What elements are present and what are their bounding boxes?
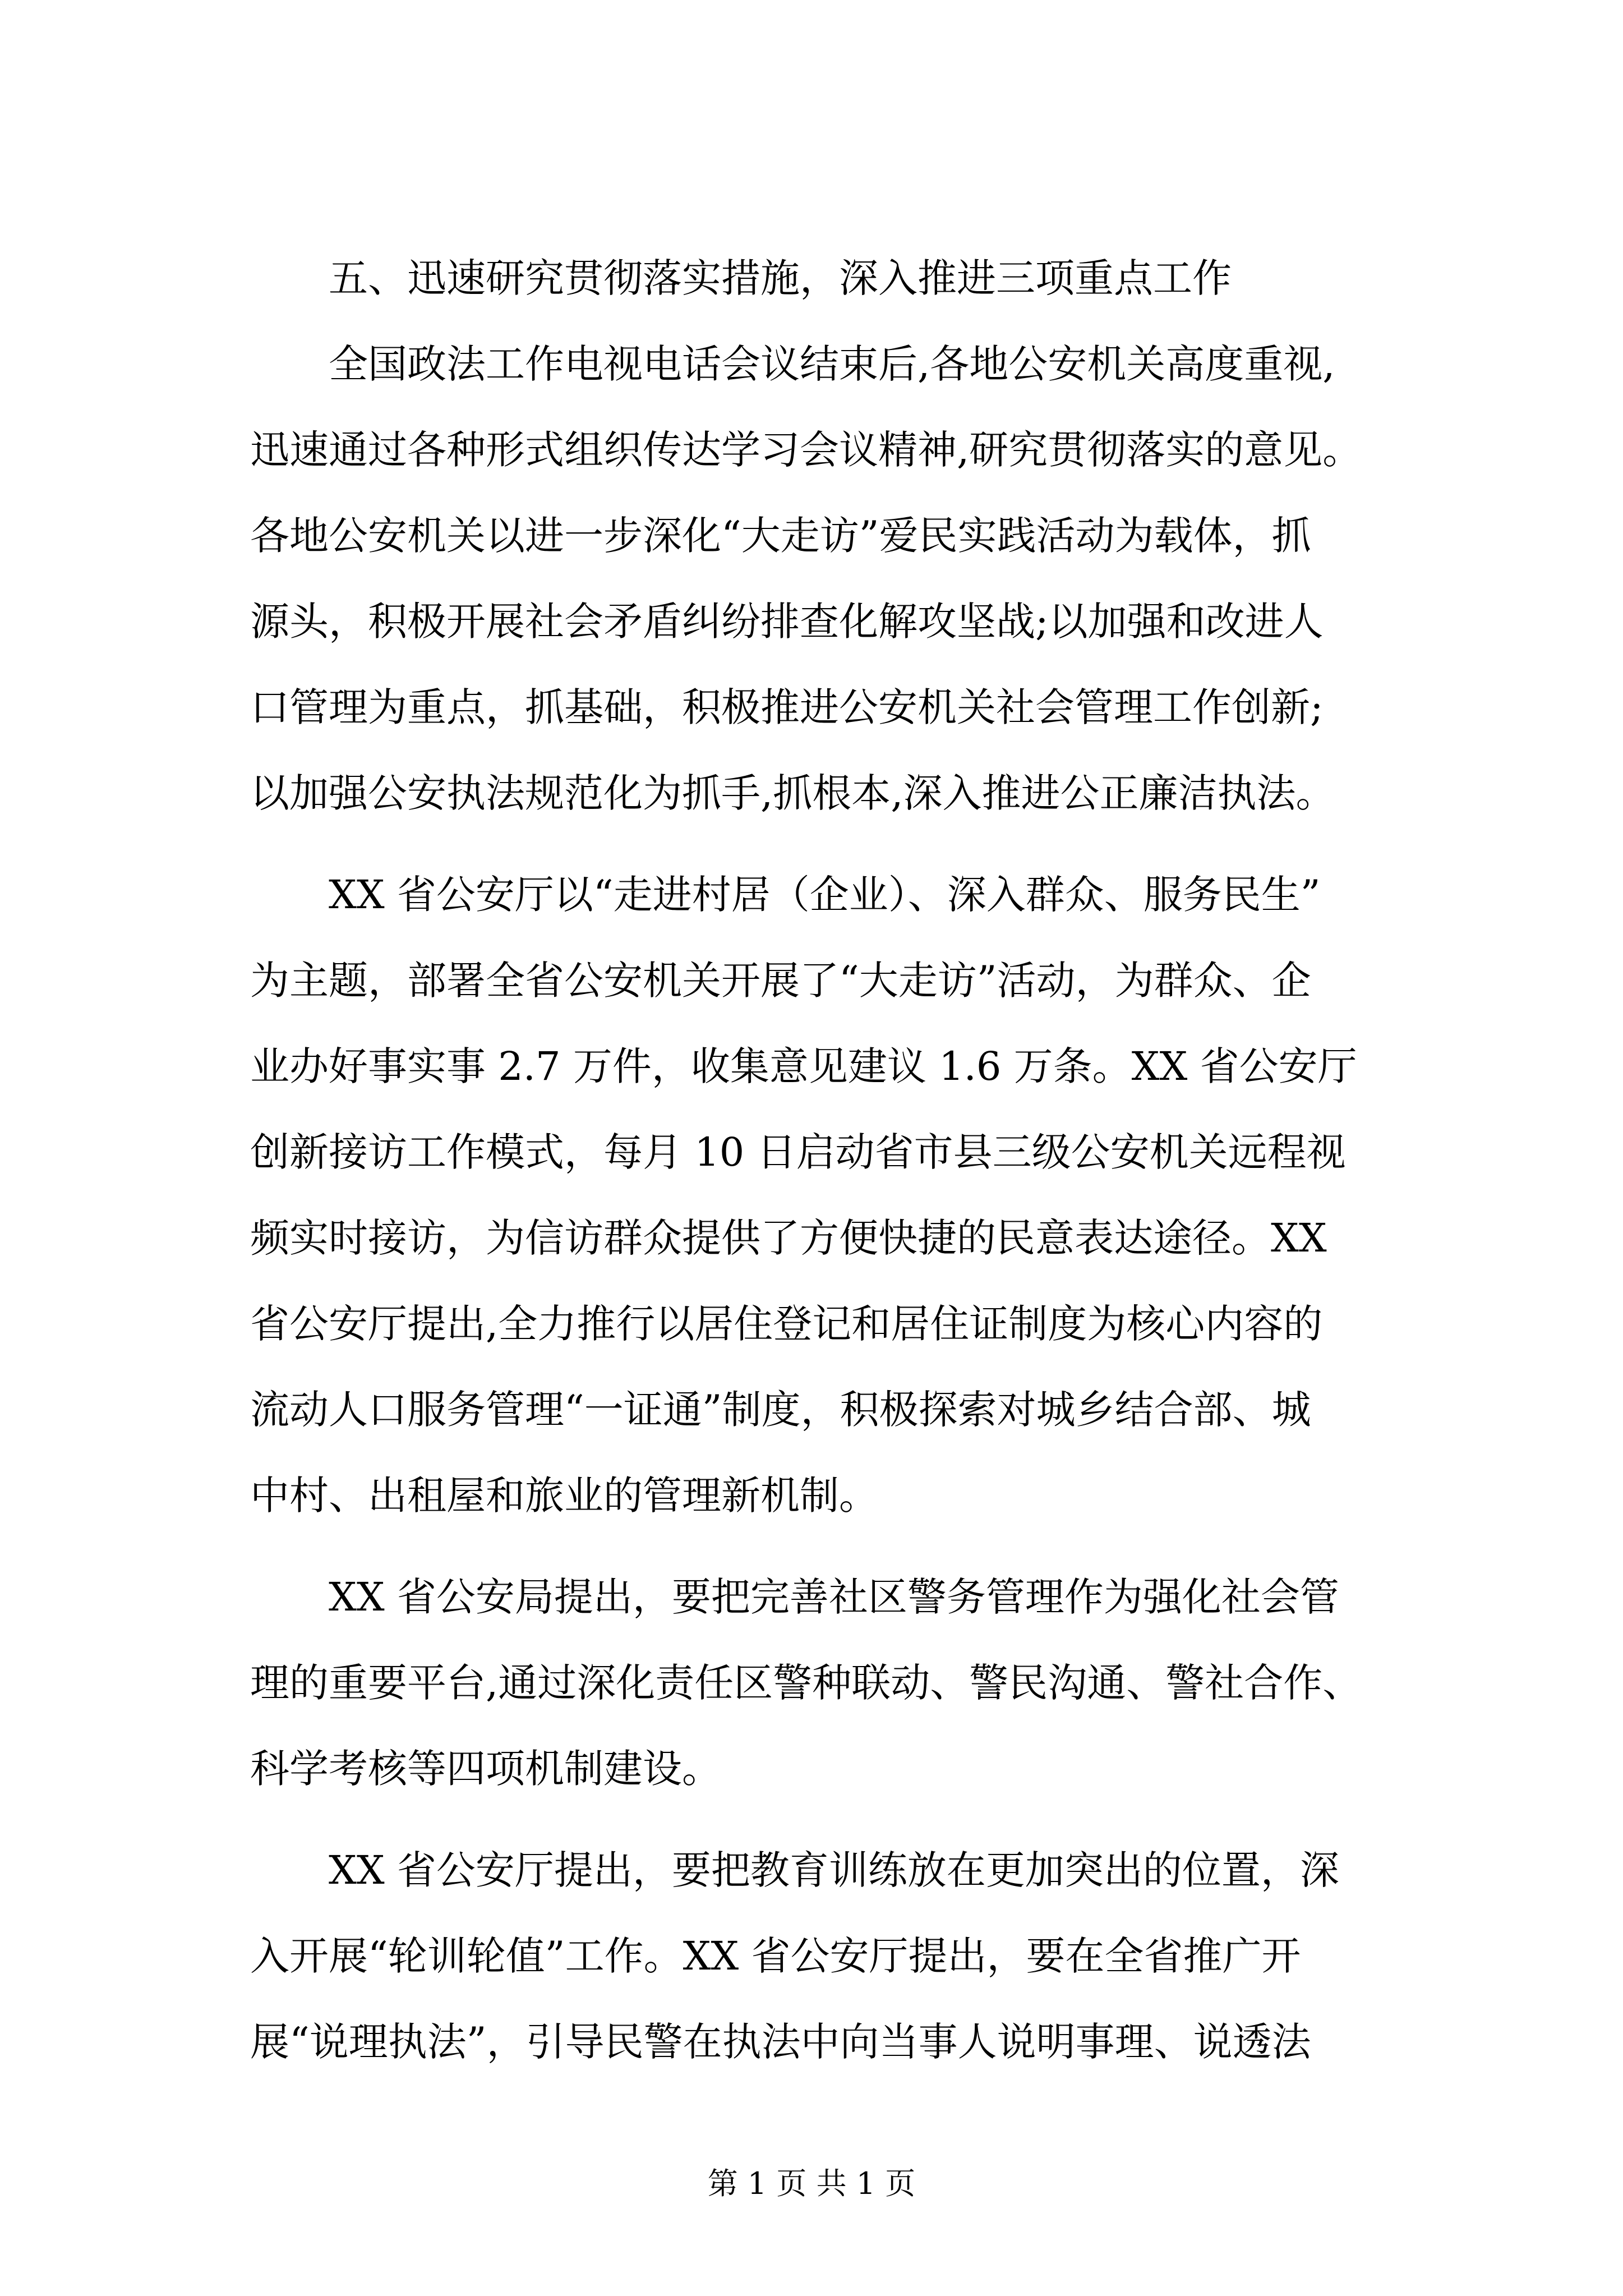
- paragraph: [250, 1554, 1461, 1812]
- paragraph-line: 迅速通过各种形式组织传达学习会议精神,研究贯彻落实的意见。: [250, 427, 1362, 473]
- paragraph-line: 展“说理执法”，引导民警在执法中向当事人说明事理、说透法: [250, 2019, 1311, 2065]
- paragraph-line: 为主题，部署全省公安机关开展了“大走访”活动，为群众、企: [250, 958, 1311, 1004]
- paragraph-line: 源头，积极开展社会矛盾纠纷排查化解攻坚战;以加强和改进人: [250, 599, 1324, 645]
- paragraph-line: 创新接访工作模式，每月 10 日启动省市县三级公安机关远程视: [250, 1129, 1346, 1175]
- paragraph: [250, 1828, 1461, 2085]
- page-number-footer: 第 1 页 共 1 页: [707, 2166, 916, 2201]
- paragraph-line: 中村、出租屋和旅业的管理新机制。: [250, 1473, 878, 1519]
- paragraph-line: XX 省公安局提出，要把完善社区警务管理作为强化社会管: [329, 1574, 1339, 1620]
- section-heading: 五、迅速研究贯彻落实措施，深入推进三项重点工作: [329, 255, 1232, 301]
- paragraph-line: 入开展“轮训轮值”工作。XX 省公安厅提出，要在全省推广开: [250, 1933, 1301, 1979]
- paragraph-line: 科学考核等四项机制建设。: [250, 1746, 721, 1792]
- paragraph-line: XX 省公安厅提出，要把教育训练放在更加突出的位置，深: [329, 1847, 1339, 1893]
- paragraph-line: 频实时接访，为信访群众提供了方便快捷的民意表达途径。XX: [250, 1215, 1327, 1261]
- paragraph-line: 理的重要平台,通过深化责任区警种联动、警民沟通、警社合作、: [250, 1660, 1362, 1706]
- paragraph-line: 以加强公安执法规范化为抓手,抓根本,深入推进公正廉洁执法。: [250, 770, 1335, 816]
- paragraph-line: 业办好事实事 2.7 万件，收集意见建议 1.6 万条。XX 省公安厅: [250, 1043, 1357, 1089]
- paragraph-line: 口管理为重点，抓基础，积极推进公安机关社会管理工作创新;: [250, 684, 1324, 730]
- paragraph: [250, 321, 1461, 836]
- document-body: [250, 236, 1461, 2085]
- paragraph-line: 省公安厅提出,全力推行以居住登记和居住证制度为核心内容的: [250, 1301, 1323, 1347]
- paragraph-line: 流动人口服务管理“一证通”制度，积极探索对城乡结合部、城: [250, 1387, 1311, 1433]
- paragraph-line: 各地公安机关以进一步深化“大走访”爱民实践活动为载体，抓: [250, 513, 1311, 559]
- paragraph-line: XX 省公安厅以“走进村居（企业）、深入群众、服务民生”: [329, 872, 1321, 918]
- paragraph: [250, 852, 1461, 1539]
- paragraph-line: 全国政法工作电视电话会议结束后,各地公安机关高度重视,: [329, 341, 1335, 387]
